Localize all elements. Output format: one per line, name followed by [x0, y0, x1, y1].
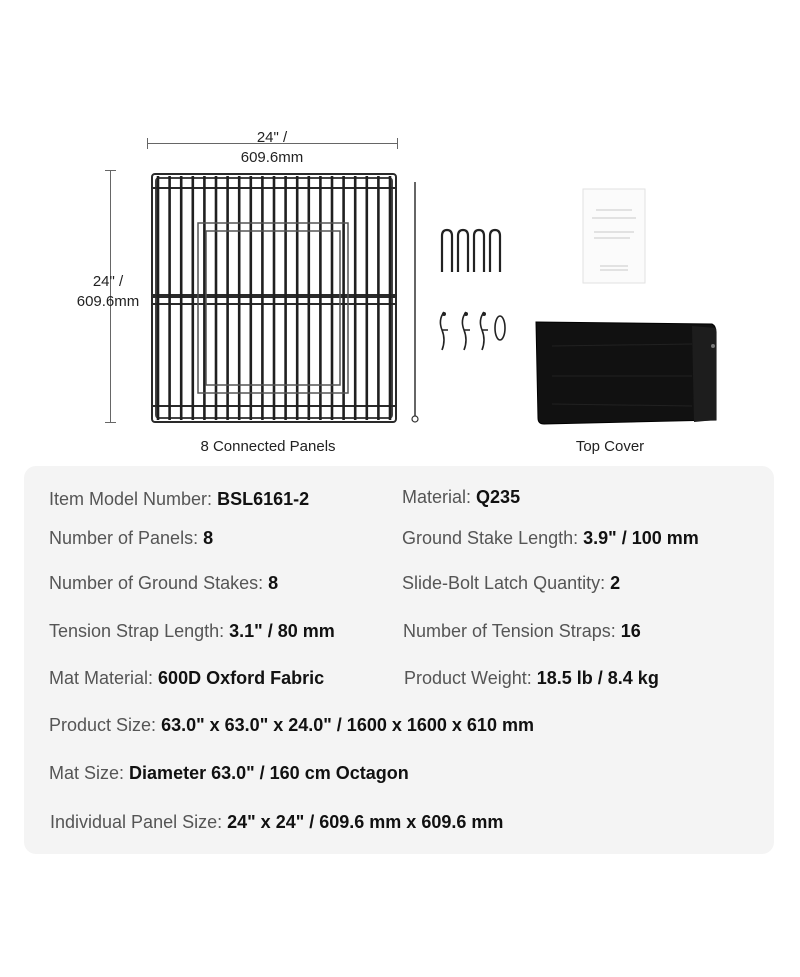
spec-material [402, 487, 520, 508]
spec-label: Item Model Number: [49, 489, 213, 509]
tension-straps-image [434, 308, 510, 354]
width-label-line1: 24" / [256, 129, 288, 146]
specifications-panel [24, 466, 774, 854]
spec-value: 3.9" / 100 mm [583, 528, 699, 548]
spec-value: 18.5 lb / 8.4 kg [536, 668, 659, 688]
height-label-line1: 24" / [92, 273, 124, 290]
spec-label: Mat Material: [49, 668, 154, 688]
spec-label: Tension Strap Length: [49, 621, 225, 641]
spec-label: Product Weight: [404, 668, 532, 688]
spec-label: Ground Stake Length: [402, 528, 579, 548]
spec-value: 24" x 24" / 609.6 mm x 609.6 mm [227, 812, 504, 832]
width-dimension-label [222, 128, 322, 168]
width-label-line2: 609.6mm [240, 149, 304, 166]
spec-label: Number of Ground Stakes: [49, 573, 264, 593]
spec-individual-panel-size [50, 812, 503, 833]
spec-mat-size [49, 763, 409, 784]
spec-value: 63.0" x 63.0" x 24.0" / 1600 x 1600 x 610 mm [161, 715, 534, 735]
spec-value: Q235 [476, 487, 521, 507]
top-cover-image [532, 316, 722, 428]
spec-item-model-number [49, 489, 309, 510]
spec-label: Number of Tension Straps: [403, 621, 616, 641]
fence-panels-image [148, 168, 404, 428]
spec-number-of-panels [49, 528, 213, 549]
long-rod-image [408, 180, 422, 425]
spec-value: 8 [268, 573, 279, 593]
spec-tension-strap-length [49, 621, 335, 642]
spec-number-of-tension-straps [403, 621, 641, 642]
ground-stakes-image [436, 228, 508, 274]
spec-value: Diameter 63.0" / 160 cm Octagon [129, 763, 409, 783]
spec-label: Mat Size: [49, 763, 125, 783]
spec-label: Product Size: [49, 715, 157, 735]
spec-slide-bolt-latch-quantity [402, 573, 620, 594]
height-dimension-label [58, 272, 158, 312]
height-label-line2: 609.6mm [76, 293, 140, 310]
caption-top-cover: Top Cover [575, 438, 645, 455]
spec-product-weight [404, 668, 659, 689]
spec-label: Number of Panels: [49, 528, 199, 548]
spec-number-of-ground-stakes [49, 573, 278, 594]
spec-value: 3.1" / 80 mm [229, 621, 335, 641]
spec-value: BSL6161-2 [217, 489, 310, 509]
spec-value: 2 [610, 573, 621, 593]
spec-value: 600D Oxford Fabric [158, 668, 325, 688]
spec-value: 8 [203, 528, 214, 548]
spec-value: 16 [620, 621, 641, 641]
spec-product-size [49, 715, 534, 736]
manual-image [582, 188, 646, 284]
spec-label: Slide-Bolt Latch Quantity: [402, 573, 606, 593]
spec-label: Material: [402, 487, 472, 507]
spec-mat-material [49, 668, 324, 689]
spec-label: Individual Panel Size: [50, 812, 223, 832]
caption-connected-panels: 8 Connected Panels [200, 438, 336, 455]
spec-ground-stake-length [402, 528, 699, 549]
